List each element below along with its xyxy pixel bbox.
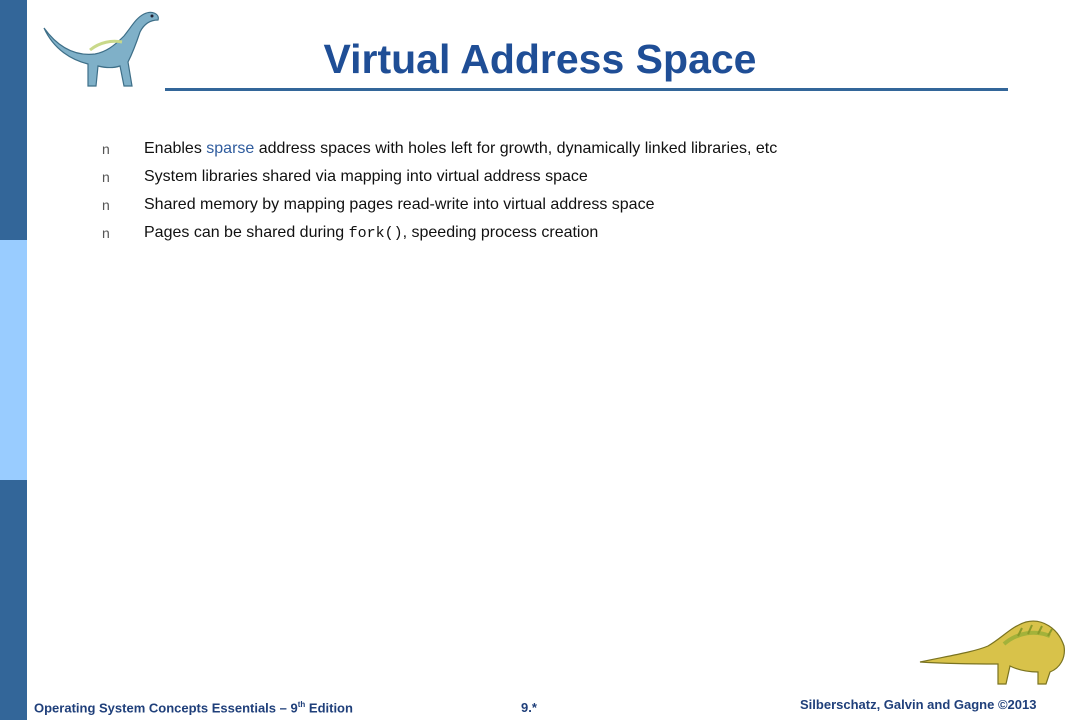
dinosaur-icon [40, 6, 165, 90]
bullet-text-segment: , speeding process creation [402, 224, 599, 241]
code-snippet: fork() [348, 225, 403, 242]
bullet-list [102, 135, 777, 247]
footer-book-title [34, 700, 353, 715]
bullet-marker: n [102, 197, 110, 213]
bullet-item [102, 163, 777, 191]
footer-title-prefix: Operating System Concepts Essentials – 9 [34, 700, 298, 716]
bullet-text [144, 224, 598, 242]
page-number: 9.* [521, 700, 537, 715]
slide-title: Virtual Address Space [323, 36, 757, 82]
sidebar-band-bottom [0, 480, 27, 720]
bullet-marker: n [102, 141, 110, 157]
bullet-text-segment: address spaces with holes left for growth, dynamically linked libraries, etc [254, 140, 778, 157]
bullet-item [102, 135, 777, 163]
footer-title-suffix: Edition [305, 700, 353, 716]
sidebar-band-top [0, 0, 27, 240]
bullet-item [102, 219, 777, 247]
sidebar-band-middle [0, 240, 27, 480]
dinosaur-icon [918, 606, 1068, 686]
bullet-marker: n [102, 169, 110, 185]
bullet-text-segment: Pages can be shared during [144, 224, 349, 241]
footer-authors: Silberschatz, Galvin and Gagne ©2013 [800, 697, 1037, 712]
bullet-text [144, 140, 777, 158]
bullet-text: System libraries shared via mapping into virtual address space [144, 168, 588, 185]
footer-title-sup: th [297, 700, 306, 709]
highlighted-term: sparse [206, 140, 255, 157]
bullet-marker: n [102, 225, 110, 241]
bullet-text-segment: Enables [144, 140, 207, 157]
bullet-item [102, 191, 777, 219]
title-divider [165, 88, 1008, 91]
bullet-text: Shared memory by mapping pages read-write into virtual address space [144, 196, 655, 213]
